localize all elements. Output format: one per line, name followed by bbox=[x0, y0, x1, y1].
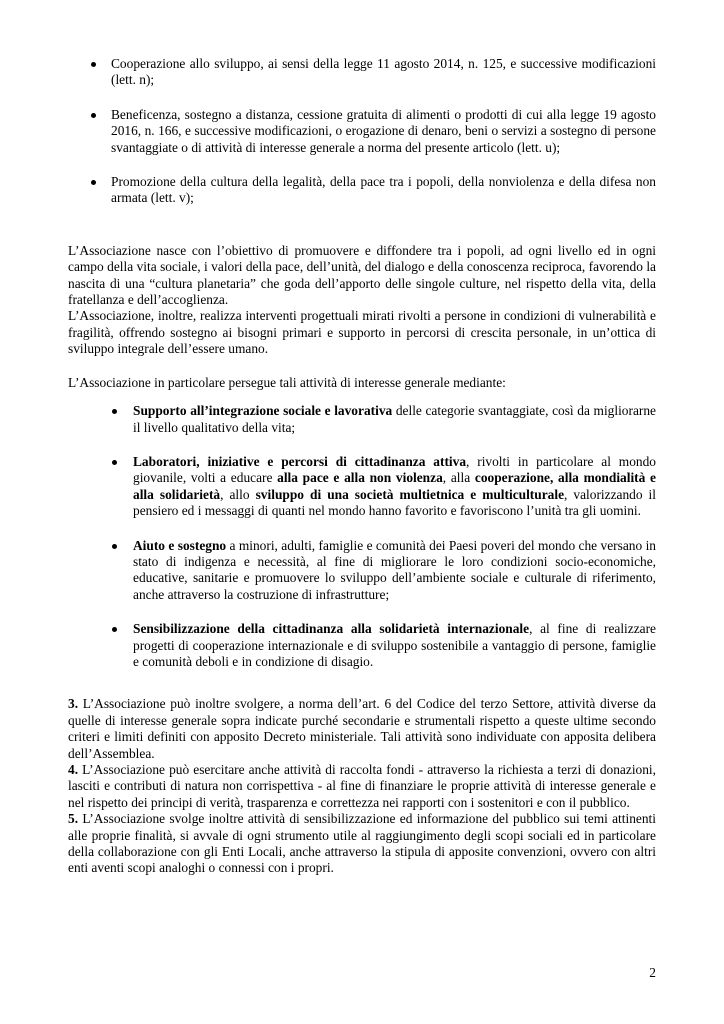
bullet-icon bbox=[112, 627, 117, 632]
bold-phrase: sviluppo di una società multietnica e multiculturale bbox=[255, 486, 565, 502]
paragraph-text: L’Associazione può inoltre svolgere, a norma dell’art. 6 del Codice del terzo Settore, attività diverse da quelle di interesse generale sopra indicate purché secondarie e strumentali rispetto a queste ultime secondo criteri e limiti definiti con apposito Decreto ministeriale. Tali attività sono individuate con apposita delibera dell’Assemblea. bbox=[68, 696, 656, 761]
list-item bbox=[68, 454, 656, 520]
general-activities-list bbox=[68, 56, 656, 207]
bold-phrase: Aiuto e sostegno bbox=[133, 537, 227, 553]
page-number: 2 bbox=[649, 965, 656, 980]
numbered-paragraph bbox=[68, 762, 656, 811]
paragraph-number: 5. bbox=[68, 811, 79, 827]
bullet-icon bbox=[91, 62, 96, 67]
list-item-text: Promozione della cultura della legalità, della pace tra i popoli, della nonviolenza e della difesa non armata (lett. v); bbox=[111, 174, 656, 206]
document-page bbox=[68, 56, 656, 877]
paragraph-text: L’Associazione svolge inoltre attività di sensibilizzazione ed informazione del pubblico sui temi attinenti alle proprie finalità, si avvale di ogni strumento utile al raggiungimento degli scopi sociali ed in particolare della collaborazione con gli Enti Locali, anche attraverso la stipula di apposite convenzioni, ovvero con altri enti aventi scopi analoghi o connessi con i propri. bbox=[68, 811, 656, 876]
bold-phrase: cooperazione, alla mondialità e alla solidarietà bbox=[133, 470, 656, 502]
list-item bbox=[68, 538, 656, 604]
item-text: , al fine di realizzare progetti di cooperazione internazionale e di sviluppo sostenibile a vantaggio di persone, famiglie e comunità deboli e in condizione di disagio. bbox=[133, 621, 657, 669]
list-item bbox=[68, 174, 656, 207]
bullet-icon bbox=[112, 460, 117, 465]
list-item bbox=[68, 621, 656, 670]
numbered-paragraph bbox=[68, 696, 656, 762]
numbered-paragraph bbox=[68, 811, 656, 877]
bullet-icon bbox=[112, 544, 117, 549]
bullet-icon bbox=[91, 113, 96, 118]
intro-paragraph: L’Associazione nasce con l’obiettivo di promuovere e diffondere tra i popoli, ad ogni livello ed in ogni campo della vita sociale, i valori della pace, dell’unità, del dialogo e della conoscenza reciproca, favorendo la nascita di una “cultura planetaria” che goda dell’apporto delle singole culture, nel rispetto della vita, della fratellanza e dell’accoglienza. bbox=[68, 242, 656, 308]
bullet-icon bbox=[91, 180, 96, 185]
list-item bbox=[68, 403, 656, 436]
paragraph-number: 3. bbox=[68, 696, 79, 712]
bold-phrase: Laboratori, iniziative e percorsi di cittadinanza attiva bbox=[133, 453, 467, 469]
bold-phrase: Sensibilizzazione della cittadinanza alla solidarietà internazionale bbox=[133, 621, 530, 637]
list-item bbox=[68, 56, 656, 89]
paragraph-number: 4. bbox=[68, 762, 79, 777]
item-text: , alla bbox=[442, 470, 475, 486]
item-text: , rivolti in particolare al mondo giovanile, volti a educare bbox=[133, 453, 656, 486]
bold-phrase: Supporto all’integrazione sociale e lavorativa bbox=[133, 403, 393, 419]
list-item-text: Beneficenza, sostegno a distanza, cessione gratuita di alimenti o prodotti di cui alla legge 19 agosto 2016, n. 166, e successive modificazioni, o erogazione di denaro, beni o servizi a sostegno di persone svantaggiate o di attività di interesse generale a norma del presente articolo (lett. u); bbox=[111, 106, 656, 155]
item-text: a minori, adulti, famiglie e comunità dei Paesi poveri del mondo che versano in stato di indigenza e necessità, al fine di migliorare le loro condizioni socio-economiche, educative, sanitarie e promuovere lo sviluppo dell’ambiente sociale e culturale di riferimento, anche attraverso la costruzione di infrastrutture; bbox=[133, 537, 656, 602]
bullet-icon bbox=[112, 409, 117, 414]
item-text: , allo bbox=[220, 486, 256, 502]
specific-activities-list bbox=[68, 403, 656, 670]
paragraph-text: L’Associazione può esercitare anche attività di raccolta fondi - attraverso la richiesta a terzi di donazioni, lasciti e contributi di natura non corrispettiva - al fine di finanziare le proprie attività di interesse generale e nel rispetto dei principi di verità, trasparenza e correttezza nei rapporti con i sostenitori e con il pubblico. bbox=[68, 762, 656, 810]
list-item bbox=[68, 107, 656, 156]
item-text: delle categorie svantaggiate, così da migliorarne il livello qualitativo della vita; bbox=[133, 403, 656, 435]
activities-lead: L’Associazione in particolare persegue tali attività di interesse generale mediante: bbox=[68, 374, 506, 390]
bold-phrase: alla pace e alla non violenza bbox=[277, 470, 443, 486]
item-text: , valorizzando il pensiero ed i messaggi di quanti nel mondo hanno favorito e favoriscono l’unità tra gli uomini. bbox=[133, 486, 656, 519]
intro-paragraph-second: L’Associazione, inoltre, realizza interventi progettuali mirati rivolti a persone in condizioni di vulnerabilità e fragilità, offrendo sostegno ai bisogni primari e supporto in percorsi di crescita personale, in un’ottica di sviluppo integrale dell’essere umano. bbox=[68, 308, 656, 357]
list-item-text: Cooperazione allo sviluppo, ai sensi della legge 11 agosto 2014, n. 125, e successive modificazioni (lett. n); bbox=[111, 56, 656, 88]
